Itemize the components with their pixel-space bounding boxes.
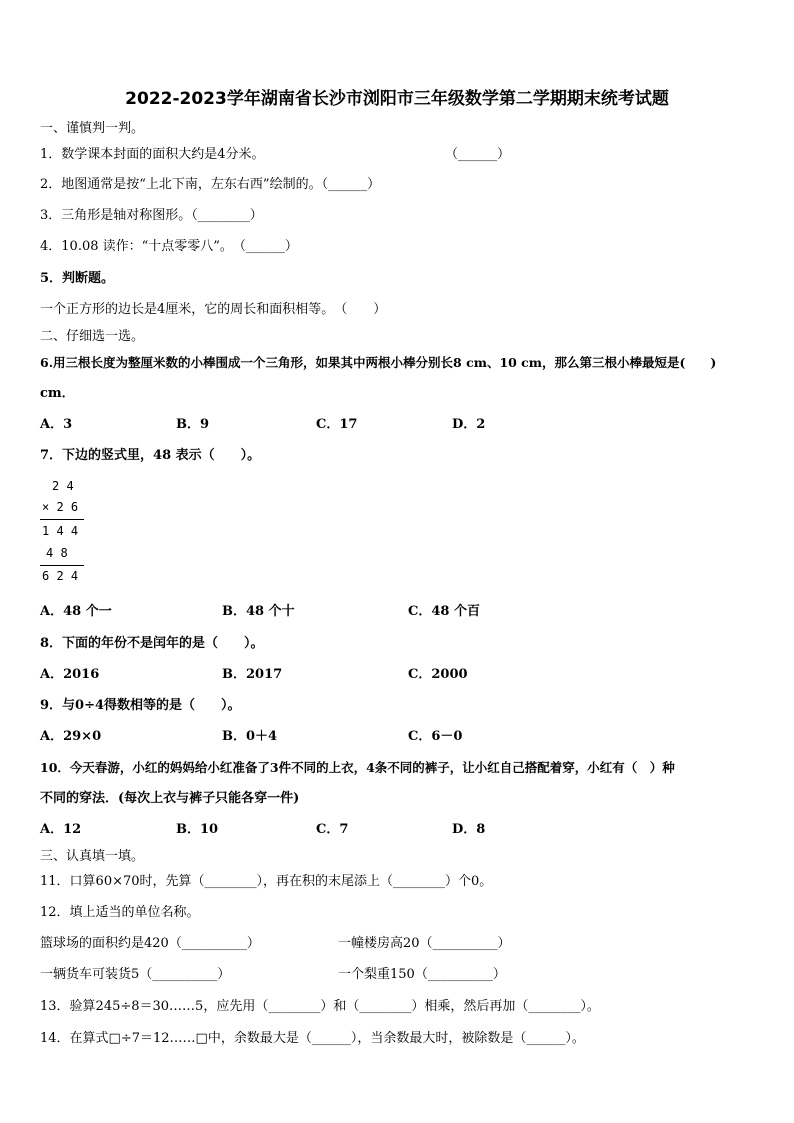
section-heading-choice: 二、仔细选一选。: [40, 329, 145, 344]
q6-option-a[interactable]: A．3: [40, 417, 73, 432]
vm-partial-1: 1 4 4: [42, 524, 79, 538]
q10-option-b[interactable]: B．10: [176, 822, 219, 837]
q8-option-b[interactable]: B．2017: [222, 667, 283, 682]
q8-option-c[interactable]: C．2000: [408, 667, 468, 682]
question-6-cont: cm．: [40, 386, 75, 401]
section-heading-fill: 三、认真填一填。: [40, 849, 145, 864]
q7-option-b[interactable]: B．48 个十: [222, 604, 295, 619]
section-heading-judge: 一、谨慎判一判。: [40, 121, 145, 136]
question-5-detail: 一个正方形的边长是4厘米，它的周长和面积相等。 （ ）: [40, 302, 387, 317]
q6-option-c[interactable]: C．17: [316, 417, 358, 432]
question-9: 9．与0÷4得数相等的是（ ）。: [40, 698, 241, 713]
question-4: 4．10.08 读作：“十点零零八”。 （______）: [40, 239, 298, 254]
q6-option-d[interactable]: D．2: [452, 417, 486, 432]
question-1-blank[interactable]: （______）: [445, 147, 511, 162]
question-5: 5．判断题。: [40, 271, 115, 286]
q12-item-c: 一辆货车可装货5（__________）: [40, 967, 231, 982]
q9-option-c[interactable]: C．6－0: [408, 729, 463, 744]
question-13: 13．验算245÷8＝30……5，应先用（________）和（________）相乘，然后再加（________）。: [40, 999, 600, 1014]
q7-option-c[interactable]: C．48 个百: [408, 604, 480, 619]
question-3: 3．三角形是轴对称图形。（________）: [40, 208, 263, 223]
question-8: 8．下面的年份不是闰年的是（ ）。: [40, 636, 264, 651]
vm-rule-2: [40, 565, 84, 566]
question-14: 14．在算式□÷7＝12……□中，余数最大是（______），当余数最大时，被除数是（______）。: [40, 1031, 585, 1046]
vm-multiplicand: 2 4: [52, 479, 74, 493]
page-title: 2022-2023学年湖南省长沙市浏阳市三年级数学第二学期期末统考试题: [125, 89, 669, 109]
q7-option-a[interactable]: A．48 个一: [40, 604, 112, 619]
q9-option-a[interactable]: A．29×0: [40, 729, 102, 744]
q10-option-c[interactable]: C．7: [316, 822, 349, 837]
q12-item-a: 篮球场的面积约是420（__________）: [40, 936, 260, 951]
vm-multiplier: × 2 6: [42, 500, 79, 514]
q10-option-d[interactable]: D．8: [452, 822, 486, 837]
vm-partial-2: 4 8: [46, 546, 68, 560]
question-10-cont: 不同的穿法．(每次上衣与裤子只能各穿一件): [40, 791, 300, 806]
vm-rule-1: [40, 519, 84, 520]
question-12: 12．填上适当的单位名称。: [40, 905, 200, 920]
question-7: 7．下边的竖式里，48 表示（ ）。: [40, 448, 261, 463]
question-11: 11．口算60×70时，先算（________），再在积的末尾添上（________）个0。: [40, 874, 493, 889]
q12-item-d: 一个梨重150（__________）: [338, 967, 506, 982]
q12-item-b: 一幢楼房高20（__________）: [338, 936, 511, 951]
question-1: 1．数学课本封面的面积大约是4分米。: [40, 147, 265, 162]
q9-option-b[interactable]: B．0＋4: [222, 729, 278, 744]
q10-option-a[interactable]: A．12: [40, 822, 82, 837]
question-10: 10．今天春游，小红的妈妈给小红准备了3件不同的上衣，4条不同的裤子，让小红自己搭配着穿，小红有（ ）种: [40, 760, 675, 775]
q8-option-a[interactable]: A．2016: [40, 667, 100, 682]
q6-option-b[interactable]: B．9: [176, 417, 210, 432]
vm-product: 6 2 4: [42, 569, 79, 583]
question-6: 6.用三根长度为整厘米数的小棒围成一个三角形，如果其中两根小棒分别长8 cm、10 cm，那么第三根小棒最短是( ): [40, 355, 717, 370]
question-2: 2．地图通常是按“上北下南，左东右西”绘制的。（______）: [40, 177, 381, 192]
